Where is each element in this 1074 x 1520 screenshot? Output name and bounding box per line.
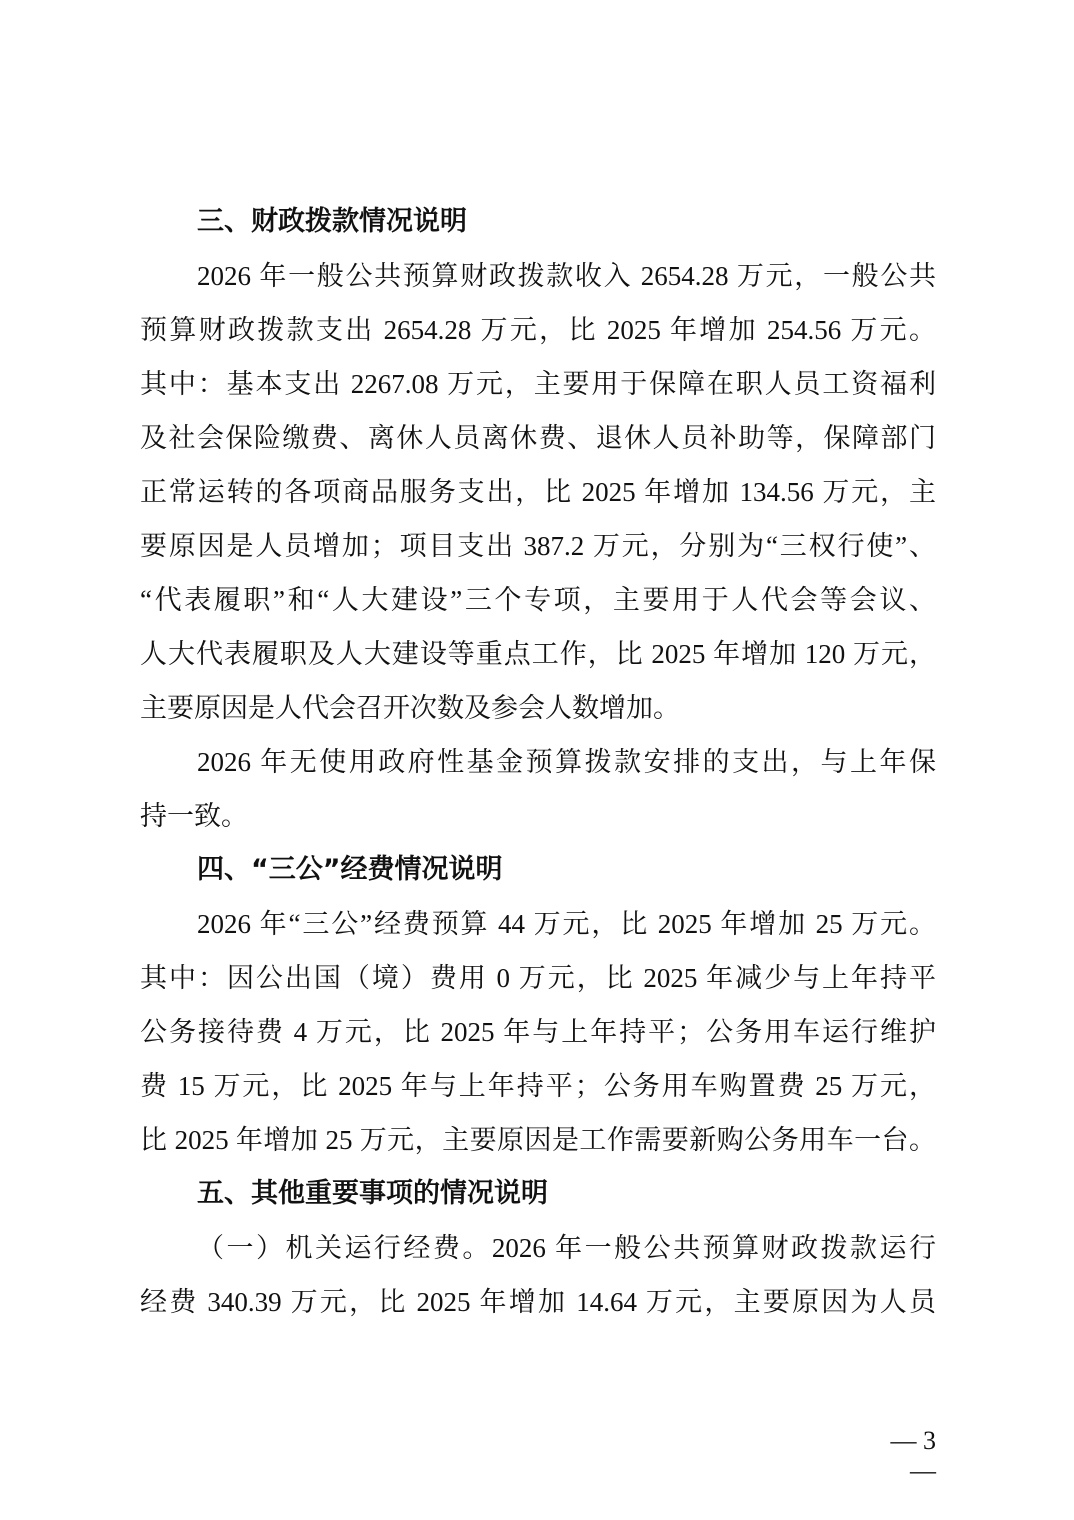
section-heading: 四、“三公”经费情况说明 (197, 854, 503, 885)
text-line: 比 2025 年增加 25 万元，主要原因是工作需要新购公务用车一台。 (140, 1125, 936, 1155)
text-line: 经费 340.39 万元，比 2025 年增加 14.64 万元，主要原因为人员 (140, 1287, 936, 1317)
text-line: 人大代表履职及人大建设等重点工作，比 2025 年增加 120 万元， (140, 639, 936, 669)
text-line: 2026 年“三公”经费预算 44 万元，比 2025 年增加 25 万元。 (197, 909, 936, 939)
text-line: 2026 年无使用政府性基金预算拨款安排的支出，与上年保 (197, 747, 936, 777)
text-line: 及社会保险缴费、离休人员离休费、退休人员补助等，保障部门 (140, 423, 936, 453)
text-line: 正常运转的各项商品服务支出，比 2025 年增加 134.56 万元，主 (140, 477, 936, 507)
text-line: 主要原因是人代会召开次数及参会人数增加。 (140, 693, 680, 723)
text-line: 要原因是人员增加；项目支出 387.2 万元，分别为“三权行使”、 (140, 531, 936, 561)
text-line: （一）机关运行经费。2026 年一般公共预算财政拨款运行 (197, 1233, 936, 1263)
text-line: 费 15 万元，比 2025 年与上年持平；公务用车购置费 25 万元， (140, 1071, 936, 1101)
document-body (140, 195, 936, 1329)
text-line: 2026 年一般公共预算财政拨款收入 2654.28 万元，一般公共 (197, 261, 936, 291)
section-heading: 五、其他重要事项的情况说明 (197, 1178, 548, 1209)
section-heading: 三、财政拨款情况说明 (197, 206, 467, 237)
text-line: 其中：因公出国（境）费用 0 万元，比 2025 年减少与上年持平 (140, 963, 936, 993)
text-line: 其中：基本支出 2267.08 万元，主要用于保障在职人员工资福利 (140, 369, 936, 399)
text-line: 公务接待费 4 万元，比 2025 年与上年持平；公务用车运行维护 (140, 1017, 936, 1047)
text-line: “代表履职”和“人大建设”三个专项，主要用于人代会等会议、 (140, 585, 936, 615)
page-number: — 3 — (890, 1426, 936, 1485)
text-line: 预算财政拨款支出 2654.28 万元，比 2025 年增加 254.56 万元。 (140, 315, 936, 345)
text-line: 持一致。 (140, 801, 248, 831)
